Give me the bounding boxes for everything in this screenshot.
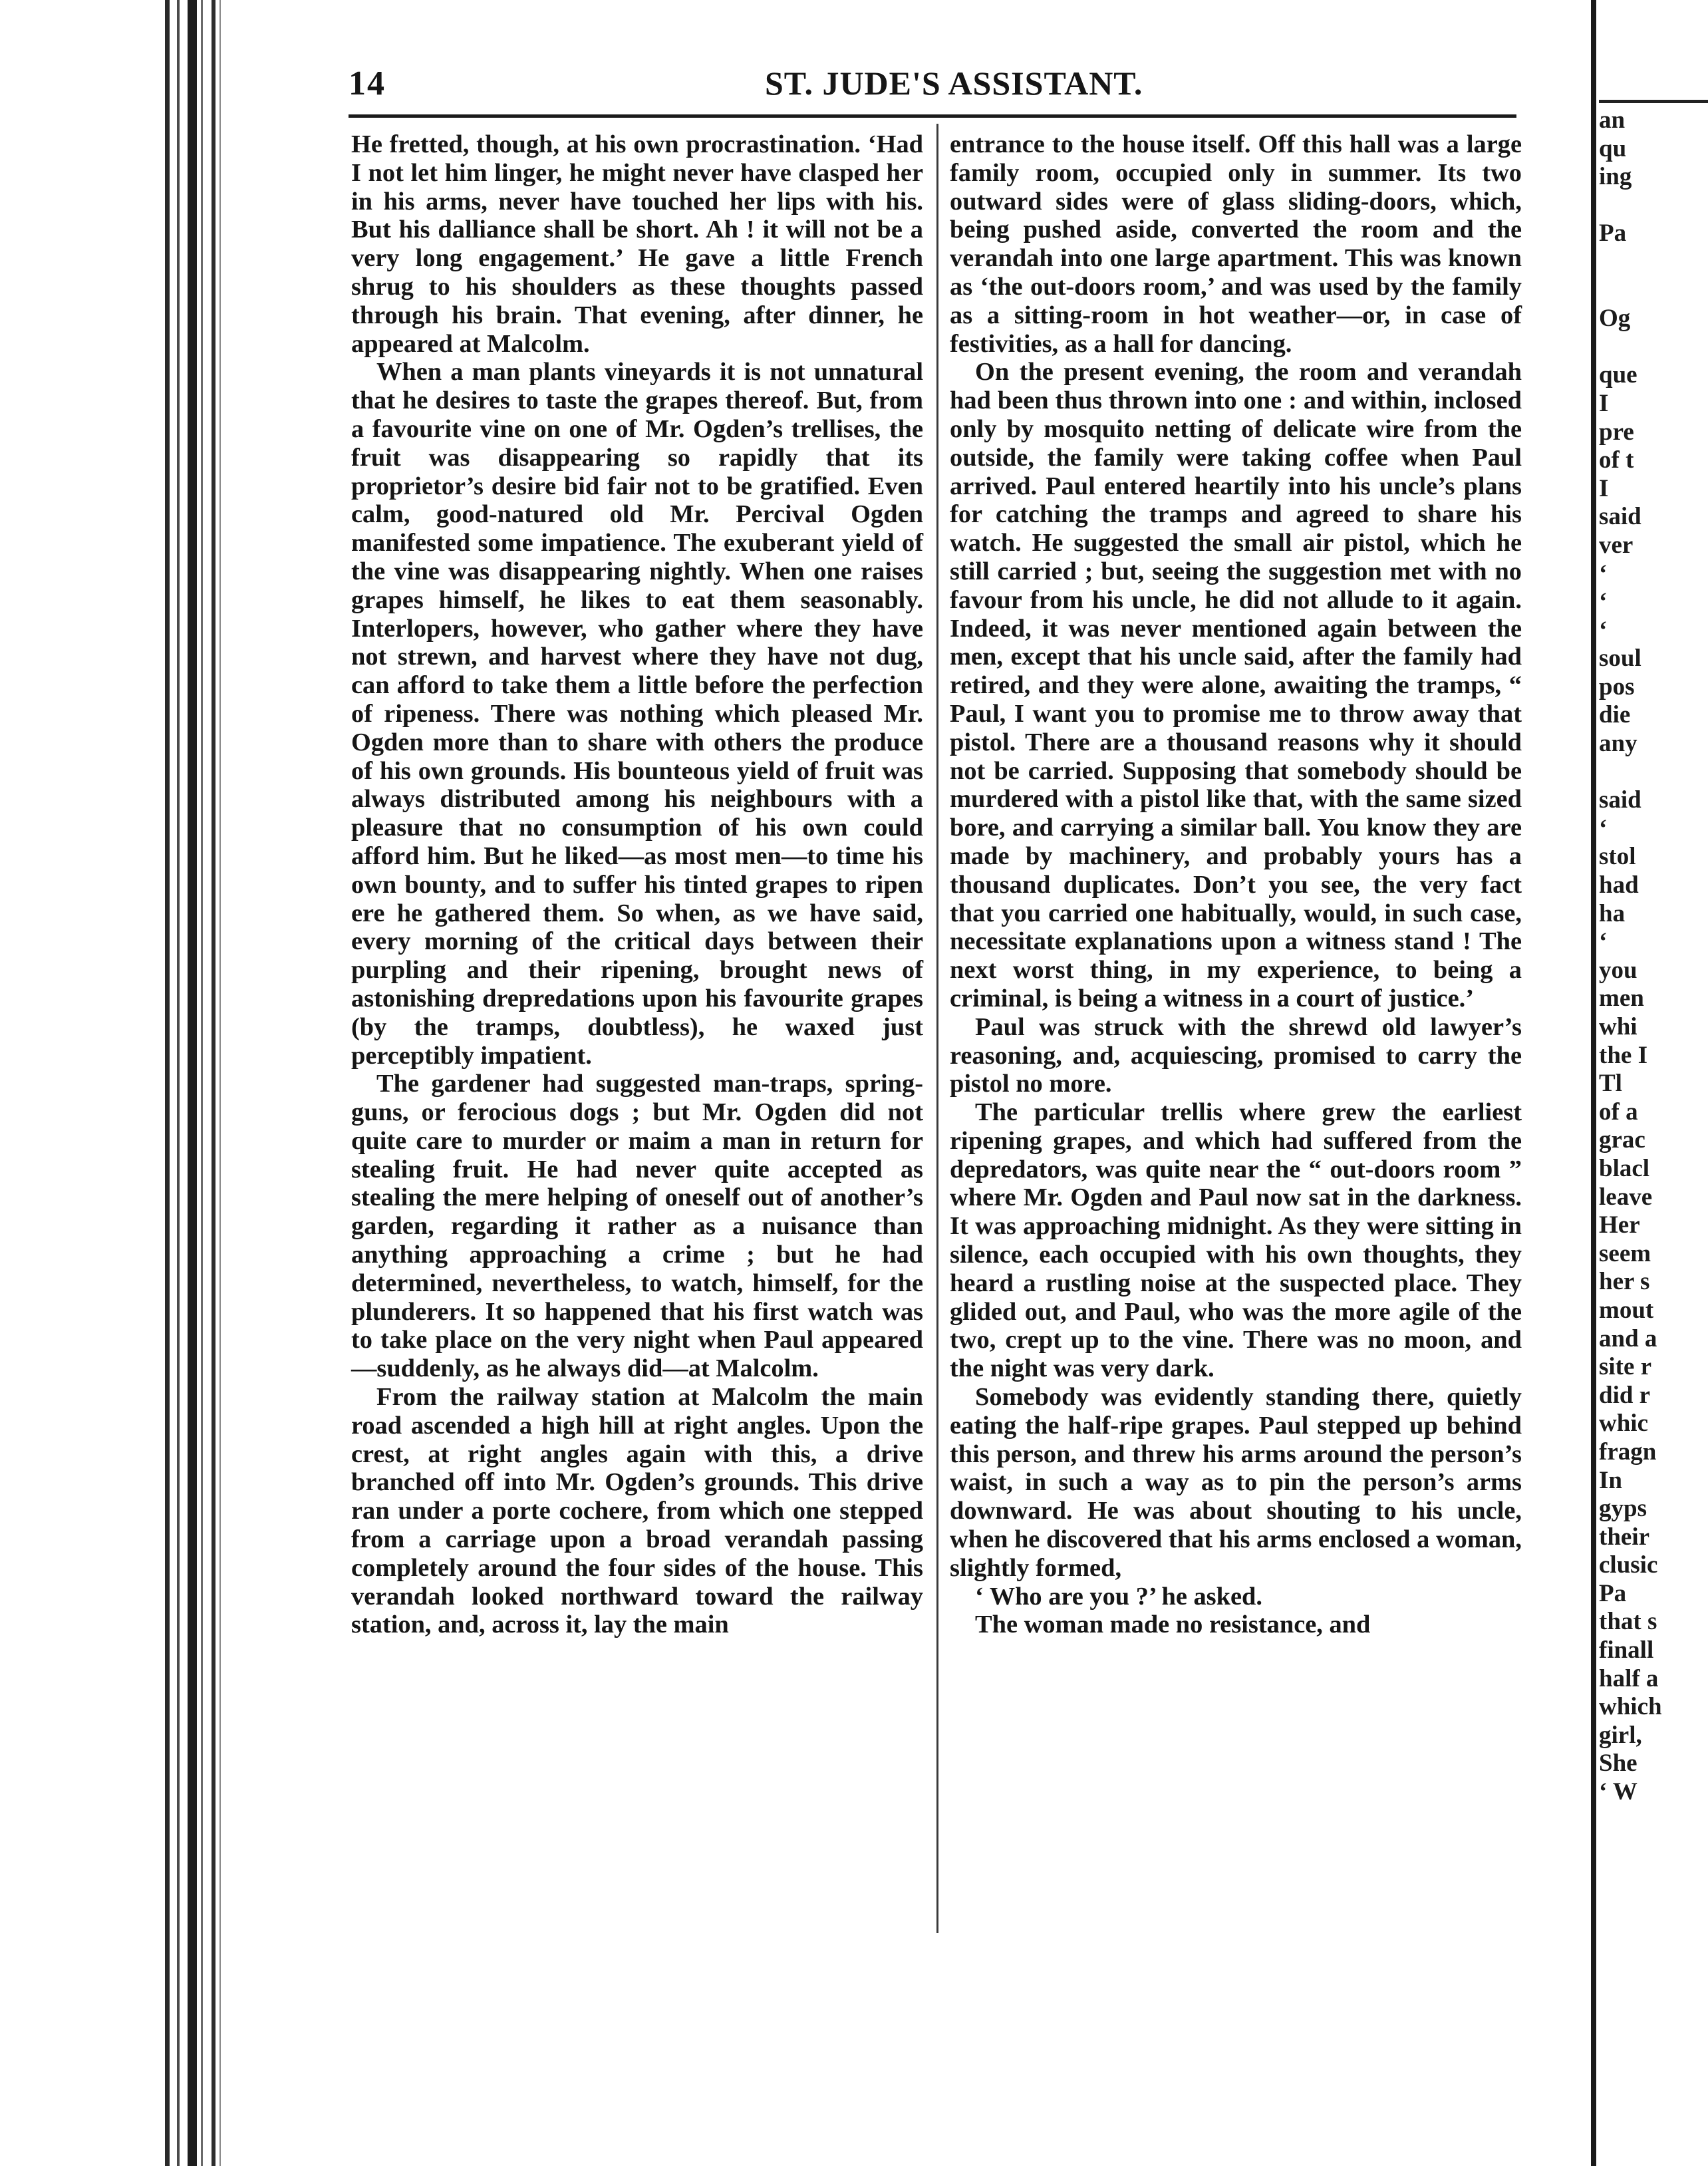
facing-page-edge bbox=[1591, 0, 1596, 2166]
paragraph: entrance to the house itself. Off this hall was a large family room, occupied only in summer. Its two outward sides were of glass sliding-doors, which, being pushed aside, converted the room and the verandah into one large apartment. This was known as ‘the out-doors room,’ and was used by the family as a sitting-room in hot weather—or, in case of festivities, as a hall for dancing. bbox=[950, 130, 1522, 358]
binding-shadow-line bbox=[165, 0, 170, 2166]
facing-page-text-fragment: gyps bbox=[1599, 1495, 1647, 1523]
running-title: ST. JUDE'S ASSISTANT. bbox=[765, 65, 1143, 102]
facing-page-text-fragment: pos bbox=[1599, 673, 1635, 700]
facing-page-text-fragment: men bbox=[1599, 985, 1644, 1012]
facing-page-text-fragment: In bbox=[1599, 1466, 1622, 1494]
paragraph: The gardener had suggested man-traps, spring-guns, or ferocious dogs ; but Mr. Ogden did not quite care to murder or maim a man in return for stealing fruit. He had never quite accepted as stealing the mere helping of oneself out of another’s garden, regarding it rather as a nuisance than anything approaching a crime ; but he had determined, nevertheless, to watch, himself, for the plunderers. It so happened that his first watch was to take place on the very night when Paul appeared—suddenly, as he always did—at Malcolm. bbox=[351, 1070, 923, 1383]
binding-shadow-line bbox=[188, 0, 197, 2166]
facing-page-text-fragment: of a bbox=[1599, 1098, 1638, 1126]
facing-page-text-fragment: did r bbox=[1599, 1381, 1651, 1409]
facing-page-text-fragment: ver bbox=[1599, 531, 1634, 559]
facing-page-text-fragment: grac bbox=[1599, 1126, 1645, 1154]
facing-page-text-fragment: Og bbox=[1599, 305, 1631, 333]
paragraph: On the present evening, the room and verandah had been thus thrown into one : and within, inclosed only by mosquito netting of delicate wire from the outside, the family were taking coffee when Paul arrived. Paul entered heartily into his uncle’s plans for catching the tramps and agreed to share his watch. He suggested the small air pistol, which he still carried ; but, seeing the suggestion met with no favour from his uncle, he did not allude to it again. Indeed, it was never mentioned again between the men, except that his uncle said, after the family had retired, and they were alone, awaiting the tramps, “ Paul, I want you to promise me to throw away that pistol. There are a thousand reasons why it should not be carried. Supposing that somebody should be murdered with a pistol like that, with the same sized bore, and carrying a similar ball. You know they are made by machinery, and probably yours has a thousand duplicates. Don’t you see, the very fact that you carried one habitually, would, in such case, necessitate explanations upon a witness stand ! The next worst thing, in my experience, to being a criminal, is being a witness in a court of justice.’ bbox=[950, 358, 1522, 1012]
facing-page-text-fragment: ‘ bbox=[1599, 616, 1608, 644]
paragraph: He fretted, though, at his own procrastination. ‘Had I not let him linger, he might never have clasped her in his arms, never have touched her lips with his. But his dalliance shall be short. Ah ! it will not be a very long engagement.’ He gave a little French shrug to his shoulders as these thoughts passed through his brain. That evening, after dinner, he appeared at Malcolm. bbox=[351, 130, 923, 358]
facing-page-text-fragment bbox=[1599, 333, 1708, 362]
facing-page-text-fragment: ‘ W bbox=[1599, 1778, 1637, 1806]
facing-page-text-fragment: which bbox=[1599, 1693, 1662, 1721]
facing-page-text-fragment: I bbox=[1599, 389, 1609, 417]
binding-shadow-line bbox=[177, 0, 180, 2166]
facing-page-text-fragment: qu bbox=[1599, 134, 1627, 162]
facing-page-text-fragment bbox=[1599, 277, 1708, 305]
facing-page-text-fragment: an bbox=[1599, 106, 1626, 134]
facing-page-text-fragment: site r bbox=[1599, 1353, 1652, 1381]
binding-shadow-line bbox=[219, 0, 221, 2166]
header-rule bbox=[349, 114, 1516, 118]
paragraph: The particular trellis where grew the earliest ripening grapes, and which had suffered from the depredators, was quite near the “ out-doors room ” where Mr. Ogden and Paul now sat in the darkness. It was approaching midnight. As they were sitting in silence, each occupied with his own thoughts, they heard a rustling noise at the suspected place. They glided out, and Paul, who was the more agile of the two, crept up to the vine. There was no moon, and the night was very dark. bbox=[950, 1098, 1522, 1383]
facing-page-text-fragment: stol bbox=[1599, 843, 1636, 871]
facing-page-text-fragment: ‘ bbox=[1599, 928, 1608, 956]
facing-page-text-fragment: of t bbox=[1599, 446, 1634, 474]
left-column bbox=[351, 130, 923, 1639]
facing-page-text-fragment: ‘ bbox=[1599, 559, 1608, 587]
paragraph: Somebody was evidently standing there, quietly eating the half-ripe grapes. Paul stepped up behind this person, and threw his arms around the person’s waist, in such a way as to pin the person’s arms downward. He was about shouting to his uncle, when he discovered that his arms enclosed a woman, slightly formed, bbox=[950, 1383, 1522, 1582]
facing-page-text-fragment: had bbox=[1599, 871, 1639, 899]
facing-page-text-fragment: half a bbox=[1599, 1664, 1659, 1692]
facing-page-text-fragment: girl, bbox=[1599, 1721, 1642, 1749]
facing-page-text-fragment: ‘ bbox=[1599, 588, 1608, 616]
facing-page-text-fragment: seem bbox=[1599, 1239, 1651, 1267]
paragraph: Paul was struck with the shrewd old lawyer’s reasoning, and, acquiescing, promised to carry the pistol no more. bbox=[950, 1012, 1522, 1098]
facing-page-text-fragment: said bbox=[1599, 503, 1641, 531]
facing-page-text-fragment: mout bbox=[1599, 1296, 1654, 1324]
facing-page-text-fragment: que bbox=[1599, 361, 1637, 389]
facing-page-fragment bbox=[1599, 106, 1708, 2036]
right-column bbox=[950, 130, 1522, 1639]
facing-page-header-rule bbox=[1599, 100, 1708, 103]
facing-page-text-fragment: ha bbox=[1599, 899, 1626, 927]
facing-page-text-fragment: I bbox=[1599, 474, 1609, 502]
facing-page-text-fragment: clusic bbox=[1599, 1551, 1658, 1579]
facing-page-text-fragment: the I bbox=[1599, 1041, 1647, 1069]
facing-page-text-fragment: finall bbox=[1599, 1636, 1654, 1664]
facing-page-text-fragment: that s bbox=[1599, 1608, 1657, 1636]
facing-page-text-fragment: their bbox=[1599, 1523, 1650, 1551]
facing-page-text-fragment: leave bbox=[1599, 1183, 1653, 1211]
page-number: 14 bbox=[349, 65, 386, 102]
facing-page-text-fragment: whic bbox=[1599, 1410, 1648, 1438]
facing-page-text-fragment: any bbox=[1599, 730, 1637, 758]
column-divider bbox=[936, 124, 938, 1933]
facing-page-text-fragment bbox=[1599, 248, 1708, 277]
facing-page-text-fragment: blacl bbox=[1599, 1154, 1650, 1182]
facing-page-text-fragment: you bbox=[1599, 956, 1637, 984]
binding-shadow-line bbox=[212, 0, 215, 2166]
facing-page-text-fragment: die bbox=[1599, 701, 1631, 729]
paragraph: ‘ Who are you ?’ he asked. bbox=[975, 1582, 1262, 1611]
facing-page-text-fragment: pre bbox=[1599, 418, 1634, 446]
facing-page-text-fragment bbox=[1599, 758, 1708, 787]
facing-page-text-fragment: her s bbox=[1599, 1268, 1650, 1296]
facing-page-text-fragment: Her bbox=[1599, 1211, 1640, 1239]
paragraph: When a man plants vineyards it is not unnatural that he desires to taste the grapes thereof. But, from a favourite vine on one of Mr. Ogden’s trellises, the fruit was disappearing so rapidly that its proprietor’s desire bid fair not to be gratified. Even calm, good-natured old Mr. Percival Ogden manifested some impatience. The exuberant yield of the vine was disappearing nightly. When one raises grapes himself, he likes to eat them seasonably. Interlopers, however, who gather where they have not strewn, and harvest where they have not dug, can afford to take them a little before the perfection of ripeness. There was nothing which pleased Mr. Ogden more than to share with others the produce of his own grounds. His bounteous yield of fruit was always distributed among his neighbours with a pleasure that no consumption of his own could afford him. But he liked—as most men—to time his own bounty, and to suffer his tinted grapes to ripen ere he gathered them. So when, as we have said, every morning of the critical days between their purpling and their ripening, brought news of astonishing drepredations upon his favourite grapes (by the tramps, doubtless), he waxed just perceptibly impatient. bbox=[351, 358, 923, 1070]
facing-page-text-fragment: said bbox=[1599, 786, 1641, 814]
facing-page-text-fragment: ing bbox=[1599, 163, 1632, 191]
facing-page-text-fragment: Tl bbox=[1599, 1070, 1622, 1098]
facing-page-text-fragment bbox=[1599, 192, 1708, 220]
facing-page-text-fragment: She bbox=[1599, 1750, 1637, 1778]
facing-page-text-fragment: Pa bbox=[1599, 1579, 1627, 1607]
facing-page-text-fragment: fragn bbox=[1599, 1438, 1657, 1466]
binding-gutter bbox=[0, 0, 160, 2166]
facing-page-text-fragment: ‘ bbox=[1599, 814, 1608, 842]
facing-page-text-fragment: soul bbox=[1599, 645, 1641, 673]
facing-page-text-fragment: and a bbox=[1599, 1324, 1657, 1352]
paragraph: The woman made no resistance, and bbox=[975, 1611, 1371, 1639]
facing-page-text-fragment: Pa bbox=[1599, 220, 1627, 247]
facing-page-text-fragment: whi bbox=[1599, 1013, 1637, 1040]
paragraph: From the railway station at Malcolm the main road ascended a high hill at right angles. Upon the crest, at right angles again with this, a drive branched off into Mr. Ogden’s grounds. This drive ran under a porte cochere, from which one stepped from a carriage upon a broad verandah passing completely around the four sides of the house. This verandah looked northward toward the railway station, and, across it, lay the main bbox=[351, 1383, 923, 1639]
binding-shadow-line bbox=[201, 0, 203, 2166]
